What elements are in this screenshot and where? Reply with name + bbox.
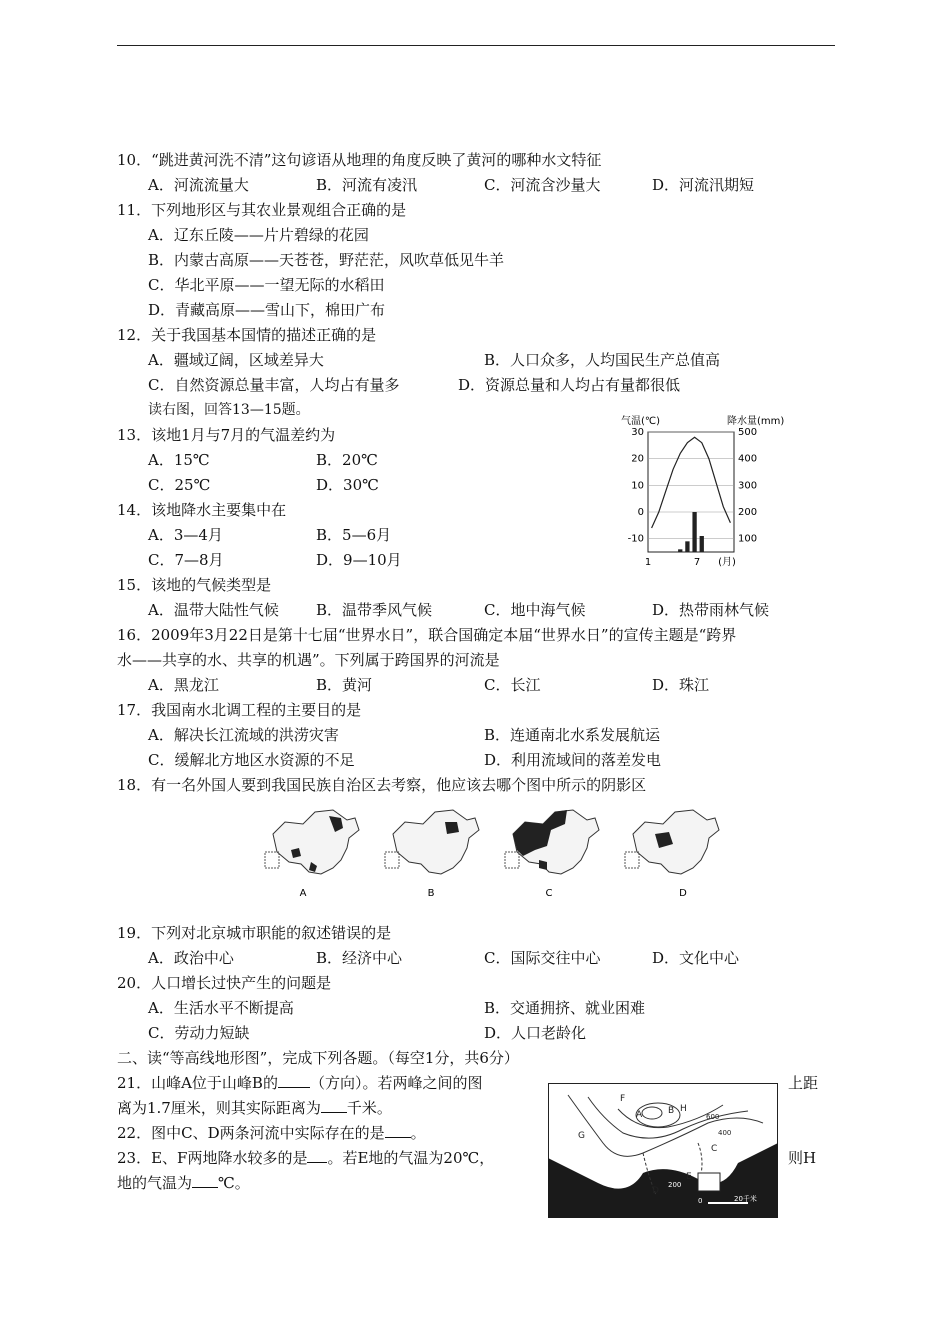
q21-text-4: 离为1.7厘米，则其实际距离为 [117, 1099, 321, 1117]
q19-stem: 19．下列对北京城市职能的叙述错误的是 [117, 924, 392, 942]
precipitation-tick-label: 200 [738, 507, 758, 518]
contour-label: 400 [718, 1129, 732, 1137]
map-d [625, 810, 719, 899]
contour-label: H [680, 1104, 687, 1114]
map-label-c: C [545, 888, 553, 899]
q16-option-c: C．长江 [484, 676, 541, 694]
q21-line1 [117, 1073, 482, 1093]
q23-line1 [117, 1148, 494, 1168]
q23-line2 [117, 1173, 250, 1193]
x-tick-1: 1 [644, 557, 652, 568]
precipitation-bar [678, 549, 682, 552]
q21-blank-distance[interactable] [321, 1098, 347, 1113]
q19-option-d: D．文化中心 [652, 949, 740, 967]
precipitation-tick-label: 500 [738, 427, 758, 438]
x-unit: (月) [718, 557, 736, 568]
map-label-d: D [679, 888, 687, 899]
q17-option-d: D．利用流域间的落差发电 [484, 751, 662, 769]
q23-text-3: 则H [788, 1149, 817, 1167]
inset-box [698, 1173, 720, 1191]
q21-blank-direction[interactable] [278, 1073, 310, 1088]
q15-stem: 15．该地的气候类型是 [117, 576, 272, 594]
q13-option-a: A．15℃ [148, 451, 210, 469]
map-label-b: B [427, 888, 435, 899]
contour-label: 200 [668, 1181, 682, 1189]
q16-stem-line2: 水——共享的水、共享的机遇”。下列属于跨国界的河流是 [117, 651, 500, 669]
q16-option-d: D．珠江 [652, 676, 710, 694]
q19-option-b: B．经济中心 [316, 949, 403, 967]
q15-option-c: C．地中海气候 [484, 601, 586, 619]
q12-option-b: B．人口众多，人均国民生产总值高 [484, 351, 721, 369]
precipitation-bar [692, 512, 696, 552]
q10-stem: 10．“跳进黄河洗不清”这句谚语从地理的角度反映了黄河的哪种水文特征 [117, 151, 602, 169]
q16-stem-line1: 16．2009年3月22日是第十七届“世界水日”，联合国确定本届“世界水日”的宣传主题是“跨界 [117, 626, 737, 644]
q12-option-c: C．自然资源总量丰富，人均占有量多 [148, 376, 400, 394]
q20-option-a: A．生活水平不断提高 [148, 999, 294, 1017]
contour-label: A [636, 1110, 643, 1120]
precipitation-tick-label: 100 [738, 533, 758, 545]
contour-label: B [668, 1106, 675, 1116]
q13-option-b: B．20℃ [316, 451, 378, 469]
q23-text-5: ℃。 [218, 1174, 250, 1192]
q17-option-c: C．缓解北方地区水资源的不足 [148, 751, 355, 769]
map-b [385, 810, 479, 899]
precipitation-tick-label: 400 [738, 453, 758, 465]
precipitation-axis-title: 降水量(mm) [727, 416, 785, 427]
q13-option-d: D．30℃ [316, 476, 379, 494]
x-tick-7: 7 [693, 557, 701, 568]
q20-option-d: D．人口老龄化 [484, 1024, 587, 1042]
q18-stem: 18．有一名外国人要到我国民族自治区去考察，他应该去哪个图中所示的阴影区 [117, 776, 647, 794]
contour-map [548, 1083, 778, 1218]
q15-option-b: B．温带季风气候 [316, 601, 433, 619]
q14-option-d: D．9—10月 [316, 551, 402, 569]
q19-option-c: C．国际交往中心 [484, 949, 601, 967]
q10-option-a: A．河流流量大 [148, 176, 249, 194]
section-2-heading: 二、读“等高线地形图”，完成下列各题。（每空1分，共6分） [117, 1049, 519, 1067]
temperature-tick-label: 0 [637, 507, 644, 518]
map-c [505, 810, 599, 899]
temperature-tick-label: 10 [631, 480, 644, 492]
q15-option-d: D．热带雨林气候 [652, 601, 770, 619]
temperature-tick-label: -10 [627, 533, 644, 545]
contour-label: E [686, 1172, 692, 1182]
q10-option-c: C．河流含沙量大 [484, 176, 601, 194]
q21-text-1: 21．山峰A位于山峰B的 [117, 1074, 278, 1092]
contour-label: F [620, 1094, 626, 1104]
map-label-a: A [299, 888, 307, 899]
q22-line [117, 1123, 426, 1143]
q22-text-1: 22．图中C、D两条河流中实际存在的是 [117, 1124, 385, 1142]
q20-stem: 20．人口增长过快产生的问题是 [117, 974, 332, 992]
contour-label: D [652, 1186, 659, 1196]
temperature-tick-label: 30 [631, 427, 644, 438]
q23-blank-temp[interactable] [192, 1173, 218, 1188]
precipitation-tick-label: 300 [738, 480, 758, 492]
q12-stem: 12．关于我国基本国情的描述正确的是 [117, 326, 377, 344]
q17-option-b: B．连通南北水系发展航运 [484, 726, 661, 744]
q23-text-2: 。若E地的气温为20℃， [327, 1149, 495, 1167]
temperature-curve [652, 437, 731, 528]
q23-blank-ef[interactable] [307, 1148, 327, 1163]
q21-text-3: 上距 [788, 1074, 819, 1092]
q23-text-4: 地的气温为 [117, 1174, 193, 1192]
q22-text-2: 。 [410, 1124, 426, 1142]
contour-label: 0 [698, 1197, 703, 1205]
chart-frame [648, 432, 734, 552]
temperature-tick-label: 20 [631, 453, 644, 465]
q14-stem: 14．该地降水主要集中在 [117, 501, 287, 519]
q10-option-d: D．河流汛期短 [652, 176, 755, 194]
q17-option-a: A．解决长江流域的洪涝灾害 [148, 726, 339, 744]
q16-option-b: B．黄河 [316, 676, 373, 694]
q13-stem: 13．该地1月与7月的气温差约为 [117, 426, 336, 444]
q20-option-b: B．交通拥挤、就业困难 [484, 999, 646, 1017]
q14-option-a: A．3—4月 [148, 526, 223, 544]
q19-option-a: A．政治中心 [148, 949, 234, 967]
q12-option-d: D．资源总量和人均占有量都很低 [458, 376, 681, 394]
precipitation-bar [685, 541, 689, 552]
contour-label: C [711, 1144, 718, 1154]
q21-line2 [117, 1098, 392, 1118]
q11-option-a: A．辽东丘陵——片片碧绿的花园 [148, 226, 369, 244]
q11-option-b: B．内蒙古高原——天苍苍，野茫茫，风吹草低见牛羊 [148, 251, 505, 269]
q23-text-1: 23．E、F两地降水较多的是 [117, 1149, 308, 1167]
q11-option-d: D．青藏高原——雪山下，棉田广布 [148, 301, 386, 319]
q11-stem: 11．下列地形区与其农业景观组合正确的是 [117, 201, 407, 219]
china-maps-figure [255, 800, 725, 905]
q21-text-2: （方向）。若两峰之间的图 [309, 1074, 483, 1092]
precipitation-bar [700, 536, 704, 552]
temperature-axis-title: 气温(℃) [621, 416, 661, 427]
q12-option-a: A．疆域辽阔，区域差异大 [148, 351, 324, 369]
q17-stem: 17．我国南水北调工程的主要目的是 [117, 701, 362, 719]
q14-option-c: C．7—8月 [148, 551, 224, 569]
climate-chart [615, 412, 805, 572]
q13-option-c: C．25℃ [148, 476, 211, 494]
contour-label: G [578, 1131, 585, 1141]
q20-option-c: C．劳动力短缺 [148, 1024, 250, 1042]
q21-text-5: 千米。 [346, 1099, 392, 1117]
q22-blank[interactable] [385, 1123, 411, 1138]
map-a [265, 810, 359, 899]
q15-option-a: A．温带大陆性气候 [148, 601, 279, 619]
q10-option-b: B．河流有凌汛 [316, 176, 418, 194]
intro-13-15: 读右图，回答13—15题。 [148, 402, 310, 418]
header-rule [117, 45, 835, 46]
contour-label: 20千米 [734, 1195, 757, 1203]
q11-option-c: C．华北平原——一望无际的水稻田 [148, 276, 385, 294]
q14-option-b: B．5—6月 [316, 526, 392, 544]
contour-label: 600 [706, 1113, 720, 1121]
q16-option-a: A．黑龙江 [148, 676, 219, 694]
